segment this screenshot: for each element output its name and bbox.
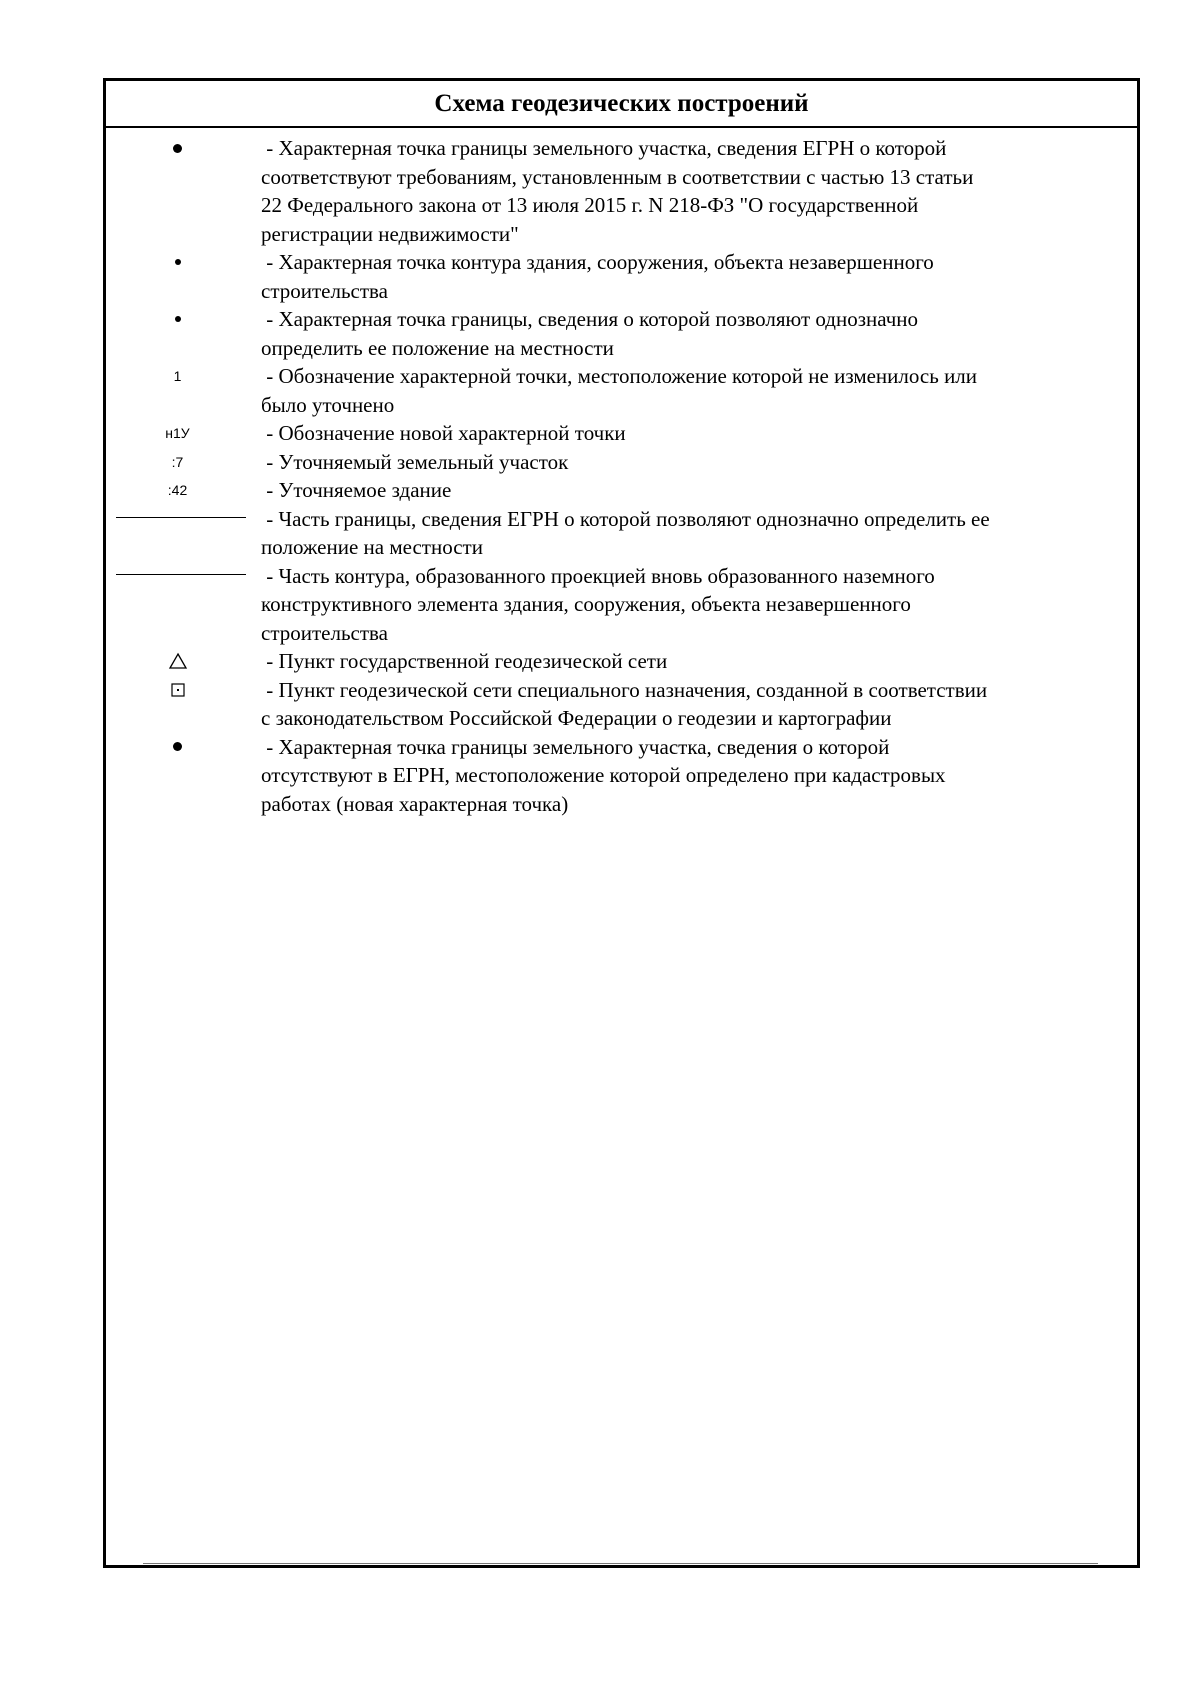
legend-text-line: строительства (261, 278, 389, 303)
large-dot-icon (106, 134, 249, 162)
legend-description (261, 647, 1131, 676)
legend-text-line: - Характерная точка границы земельного участка, сведения ЕГРН о которой (261, 136, 947, 160)
legend-text-line: - Обозначение новой характерной точки (261, 421, 626, 445)
legend-description (261, 448, 1131, 477)
legend-description (261, 305, 1131, 362)
legend-text-line: - Часть границы, сведения ЕГРН о которой позволяют однозначно определить ее (261, 506, 990, 531)
boundary-line-icon (106, 505, 249, 533)
legend-text-line: конструктивного элемента здания, сооружения, объекта незавершенного (261, 592, 911, 616)
legend-text-line: - Характерная точка контура здания, сооружения, объекта незавершенного (261, 250, 934, 274)
legend-text-line: положение на местности (261, 535, 483, 559)
legend-text-line: - Обозначение характерной точки, местоположение которой не изменилось или (261, 364, 978, 388)
legend-text-line: - Пункт геодезической сети специального назначения, созданной в соответствии (261, 677, 988, 702)
boundary-line-icon (106, 562, 249, 590)
legend-description (261, 476, 1131, 505)
point-label: :7 (171, 453, 184, 470)
legend-text-line: - Пункт государственной геодезической сети (261, 649, 668, 673)
legend-description (261, 562, 1131, 648)
legend-description (261, 676, 1131, 733)
point-label: :42 (167, 482, 188, 498)
legend-text-line: - Характерная точка границы земельного участка, сведения о которой (261, 734, 890, 759)
legend-text-line: строительства (261, 620, 389, 645)
legend-description (261, 248, 1131, 305)
legend-description (261, 362, 1131, 419)
legend-text-line: - Часть контура, образованного проекцией вновь образованного наземного (261, 563, 935, 588)
legend-text-line: - Уточняемое здание (261, 478, 452, 502)
small-dot-icon (106, 305, 249, 333)
scheme-title: Схема геодезических построений (106, 81, 1137, 128)
legend-description (261, 134, 1131, 248)
legend-description (261, 419, 1131, 448)
legend-text-line: было уточнено (261, 392, 395, 417)
small-dot-icon (106, 248, 249, 276)
legend-text-line: - Характерная точка границы, сведения о которой позволяют однозначно (261, 307, 919, 331)
legend-description (261, 733, 1131, 819)
legend-text-line: - Уточняемый земельный участок (261, 449, 569, 474)
bottom-rule (143, 1563, 1098, 1564)
point-label: н1У (165, 425, 190, 441)
triangle-icon (106, 647, 249, 675)
legend-text-line: соответствуют требованиям, установленным в соответствии с частью 13 статьи (261, 164, 974, 189)
legend-description (261, 505, 1131, 562)
legend-text-line: работах (новая характерная точка) (261, 791, 569, 816)
point-label: 1 (173, 368, 182, 384)
scheme-frame (103, 78, 1140, 1568)
legend-text-line: определить ее положение на местности (261, 335, 614, 360)
legend-text-line: регистрации недвижимости" (261, 221, 519, 246)
legend-text-line: 22 Федерального закона от 13 июля 2015 г. N 218-ФЗ "О государственной (261, 193, 919, 217)
large-dot-icon (106, 733, 249, 761)
legend-text-line: отсутствуют в ЕГРН, местоположение которой определено при кадастровых (261, 763, 946, 787)
legend-text-line: с законодательством Российской Федерации о геодезии и картографии (261, 706, 892, 730)
square-icon (106, 676, 249, 704)
